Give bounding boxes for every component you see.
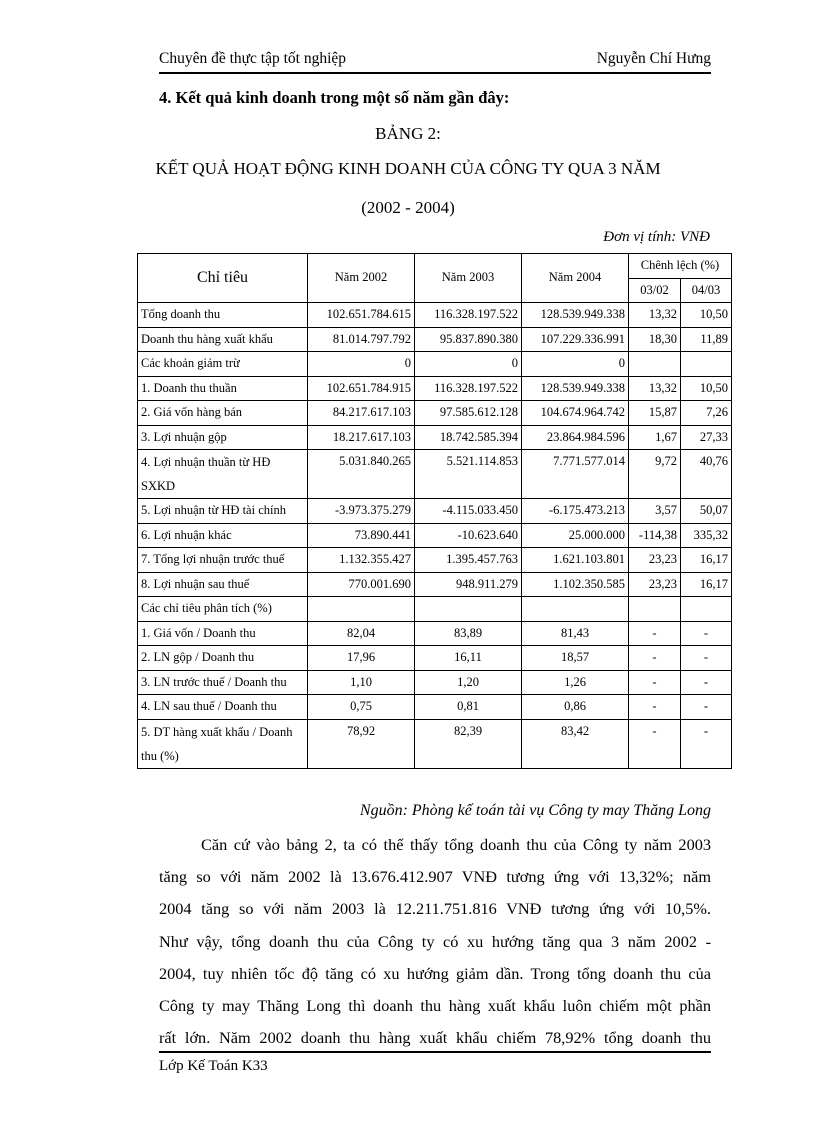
value-2004: 1,26 bbox=[522, 670, 629, 695]
page-footer: Lớp Kế Toán K33 bbox=[159, 1058, 268, 1074]
header-diff: Chênh lệch (%) bbox=[629, 254, 732, 279]
value-2002: 73.890.441 bbox=[308, 523, 415, 548]
table-row bbox=[138, 695, 732, 720]
row-label: 4. Lợi nhuận thuần từ HĐ SXKD bbox=[138, 450, 308, 499]
value-2002: 78,92 bbox=[308, 719, 415, 768]
header-indicator: Chỉ tiêu bbox=[138, 254, 308, 303]
table-row bbox=[138, 670, 732, 695]
table-row bbox=[138, 523, 732, 548]
value-2004: 23.864.984.596 bbox=[522, 425, 629, 450]
table-row bbox=[138, 548, 732, 573]
diff-0403: 10,50 bbox=[681, 303, 732, 328]
value-2004: 0,86 bbox=[522, 695, 629, 720]
value-2004: 104.674.964.742 bbox=[522, 401, 629, 426]
table-row bbox=[138, 621, 732, 646]
value-2002: 84.217.617.103 bbox=[308, 401, 415, 426]
value-2003: 0,81 bbox=[415, 695, 522, 720]
table-row bbox=[138, 327, 732, 352]
table-period: (2002 - 2004) bbox=[361, 198, 455, 217]
table-row bbox=[138, 376, 732, 401]
value-2002: 0 bbox=[308, 352, 415, 377]
value-2004: 1.102.350.585 bbox=[522, 572, 629, 597]
results-table bbox=[137, 253, 732, 769]
diff-0302: 23,23 bbox=[629, 572, 681, 597]
diff-0302: 1,67 bbox=[629, 425, 681, 450]
row-label: 2. Giá vốn hàng bán bbox=[138, 401, 308, 426]
paragraph-line: Như vậy, tổng doanh thu của Công ty có xu hướng tăng qua 3 năm 2002 - bbox=[159, 931, 711, 951]
value-2002: 5.031.840.265 bbox=[308, 450, 415, 499]
value-2002: 18.217.617.103 bbox=[308, 425, 415, 450]
header-2003: Năm 2003 bbox=[415, 254, 522, 303]
diff-0302: 23,23 bbox=[629, 548, 681, 573]
header-2002: Năm 2002 bbox=[308, 254, 415, 303]
value-2004: 7.771.577.014 bbox=[522, 450, 629, 499]
paragraph-line: Căn cứ vào bảng 2, ta có thể thấy tổng doanh thu của Công ty năm 2003 bbox=[201, 835, 711, 854]
footer-divider bbox=[159, 1051, 711, 1053]
diff-0302: -114,38 bbox=[629, 523, 681, 548]
value-2004: 0 bbox=[522, 352, 629, 377]
value-2003: 18.742.585.394 bbox=[415, 425, 522, 450]
diff-0403: 11,89 bbox=[681, 327, 732, 352]
row-label: 5. Lợi nhuận từ HĐ tài chính bbox=[138, 499, 308, 524]
value-2003: -10.623.640 bbox=[415, 523, 522, 548]
body-paragraph bbox=[159, 829, 711, 1054]
table-row bbox=[138, 646, 732, 671]
header-diff-0403: 04/03 bbox=[681, 278, 732, 303]
table-row bbox=[138, 450, 732, 499]
diff-0403: 27,33 bbox=[681, 425, 732, 450]
diff-0302: 13,32 bbox=[629, 303, 681, 328]
value-2004: 81,43 bbox=[522, 621, 629, 646]
value-2004: 25.000.000 bbox=[522, 523, 629, 548]
diff-0403: 40,76 bbox=[681, 450, 732, 499]
diff-0403 bbox=[681, 597, 732, 622]
value-2003: 0 bbox=[415, 352, 522, 377]
value-2003 bbox=[415, 597, 522, 622]
diff-0403: 16,17 bbox=[681, 572, 732, 597]
value-2003: -4.115.033.450 bbox=[415, 499, 522, 524]
header-author: Nguyễn Chí Hưng bbox=[596, 50, 711, 67]
value-2004 bbox=[522, 597, 629, 622]
value-2002: 102.651.784.915 bbox=[308, 376, 415, 401]
paragraph-line: 2004 tăng so với năm 2003 là 12.211.751.816 VNĐ tương ứng với 10,5%. bbox=[159, 899, 711, 919]
diff-0302: - bbox=[629, 646, 681, 671]
value-2003: 83,89 bbox=[415, 621, 522, 646]
value-2004: 83,42 bbox=[522, 719, 629, 768]
paragraph-line: tăng so với năm 2002 là 13.676.412.907 VNĐ tương ứng với 13,32%; năm bbox=[159, 867, 711, 887]
table-row bbox=[138, 352, 732, 377]
table-row bbox=[138, 719, 732, 768]
value-2002 bbox=[308, 597, 415, 622]
diff-0403: - bbox=[681, 670, 732, 695]
table-row bbox=[138, 303, 732, 328]
value-2003: 116.328.197.522 bbox=[415, 303, 522, 328]
value-2002: 82,04 bbox=[308, 621, 415, 646]
diff-0302: - bbox=[629, 670, 681, 695]
diff-0403: - bbox=[681, 621, 732, 646]
value-2004: 1.621.103.801 bbox=[522, 548, 629, 573]
diff-0403: 50,07 bbox=[681, 499, 732, 524]
row-label: 8. Lợi nhuận sau thuế bbox=[138, 572, 308, 597]
diff-0302: 18,30 bbox=[629, 327, 681, 352]
value-2003: 16,11 bbox=[415, 646, 522, 671]
row-label: 1. Doanh thu thuần bbox=[138, 376, 308, 401]
value-2003: 95.837.890.380 bbox=[415, 327, 522, 352]
diff-0403: - bbox=[681, 646, 732, 671]
diff-0403: - bbox=[681, 719, 732, 768]
value-2003: 1.395.457.763 bbox=[415, 548, 522, 573]
paragraph-line: rất lớn. Năm 2002 doanh thu hàng xuất khẩu chiếm 78,92% tổng doanh thu bbox=[159, 1028, 711, 1048]
value-2004: -6.175.473.213 bbox=[522, 499, 629, 524]
row-label: Doanh thu hàng xuất khẩu bbox=[138, 327, 308, 352]
value-2002: 0,75 bbox=[308, 695, 415, 720]
diff-0302: 9,72 bbox=[629, 450, 681, 499]
row-label: 3. LN trước thuế / Doanh thu bbox=[138, 670, 308, 695]
row-label: 1. Giá vốn / Doanh thu bbox=[138, 621, 308, 646]
diff-0302: - bbox=[629, 695, 681, 720]
value-2003: 82,39 bbox=[415, 719, 522, 768]
section-title: 4. Kết quả kinh doanh trong một số năm gần đây: bbox=[159, 88, 510, 107]
value-2002: 17,96 bbox=[308, 646, 415, 671]
diff-0403: 335,32 bbox=[681, 523, 732, 548]
diff-0403: 7,26 bbox=[681, 401, 732, 426]
value-2003: 97.585.612.128 bbox=[415, 401, 522, 426]
value-2004: 128.539.949.338 bbox=[522, 376, 629, 401]
paragraph-line: Công ty may Thăng Long thì doanh thu hàng xuất khẩu luôn chiếm một phần bbox=[159, 996, 711, 1016]
header-title: Chuyên đề thực tập tốt nghiệp bbox=[159, 50, 347, 67]
value-2002: 1,10 bbox=[308, 670, 415, 695]
diff-0403: 10,50 bbox=[681, 376, 732, 401]
diff-0302: - bbox=[629, 621, 681, 646]
row-label: Tổng doanh thu bbox=[138, 303, 308, 328]
header-2004: Năm 2004 bbox=[522, 254, 629, 303]
row-label: 7. Tổng lợi nhuận trước thuế bbox=[138, 548, 308, 573]
diff-0302: 3,57 bbox=[629, 499, 681, 524]
value-2002: 81.014.797.792 bbox=[308, 327, 415, 352]
value-2002: 770.001.690 bbox=[308, 572, 415, 597]
paragraph-line: 2004, tuy nhiên tốc độ tăng có xu hướng giảm dần. Trong tổng doanh thu của bbox=[159, 963, 711, 983]
diff-0302 bbox=[629, 597, 681, 622]
row-label: 2. LN gộp / Doanh thu bbox=[138, 646, 308, 671]
row-label: Các khoản giảm trừ bbox=[138, 352, 308, 377]
table-title: KẾT QUẢ HOẠT ĐỘNG KINH DOANH CỦA CÔNG TY QUA 3 NĂM bbox=[155, 159, 661, 178]
row-label: Các chỉ tiêu phân tích (%) bbox=[138, 597, 308, 622]
diff-0403 bbox=[681, 352, 732, 377]
value-2002: 1.132.355.427 bbox=[308, 548, 415, 573]
row-label: 5. DT hàng xuất khẩu / Doanh thu (%) bbox=[138, 719, 308, 768]
table-row bbox=[138, 597, 732, 622]
table-row bbox=[138, 572, 732, 597]
value-2003: 948.911.279 bbox=[415, 572, 522, 597]
header-diff-0302: 03/02 bbox=[629, 278, 681, 303]
row-label: 6. Lợi nhuận khác bbox=[138, 523, 308, 548]
value-2003: 5.521.114.853 bbox=[415, 450, 522, 499]
table-number: BẢNG 2: bbox=[375, 124, 441, 143]
unit-note: Đơn vị tính: VNĐ bbox=[603, 229, 710, 245]
value-2004: 18,57 bbox=[522, 646, 629, 671]
value-2003: 116.328.197.522 bbox=[415, 376, 522, 401]
value-2004: 107.229.336.991 bbox=[522, 327, 629, 352]
table-row bbox=[138, 425, 732, 450]
value-2003: 1,20 bbox=[415, 670, 522, 695]
row-label: 3. Lợi nhuận gộp bbox=[138, 425, 308, 450]
value-2002: -3.973.375.279 bbox=[308, 499, 415, 524]
row-label: 4. LN sau thuế / Doanh thu bbox=[138, 695, 308, 720]
source-note: Nguồn: Phòng kế toán tài vụ Công ty may Thăng Long bbox=[359, 802, 711, 819]
diff-0302 bbox=[629, 352, 681, 377]
diff-0403: 16,17 bbox=[681, 548, 732, 573]
table-row bbox=[138, 401, 732, 426]
page-header bbox=[159, 48, 711, 74]
diff-0302: 15,87 bbox=[629, 401, 681, 426]
value-2004: 128.539.949.338 bbox=[522, 303, 629, 328]
table-row bbox=[138, 499, 732, 524]
diff-0302: - bbox=[629, 719, 681, 768]
value-2002: 102.651.784.615 bbox=[308, 303, 415, 328]
diff-0403: - bbox=[681, 695, 732, 720]
diff-0302: 13,32 bbox=[629, 376, 681, 401]
